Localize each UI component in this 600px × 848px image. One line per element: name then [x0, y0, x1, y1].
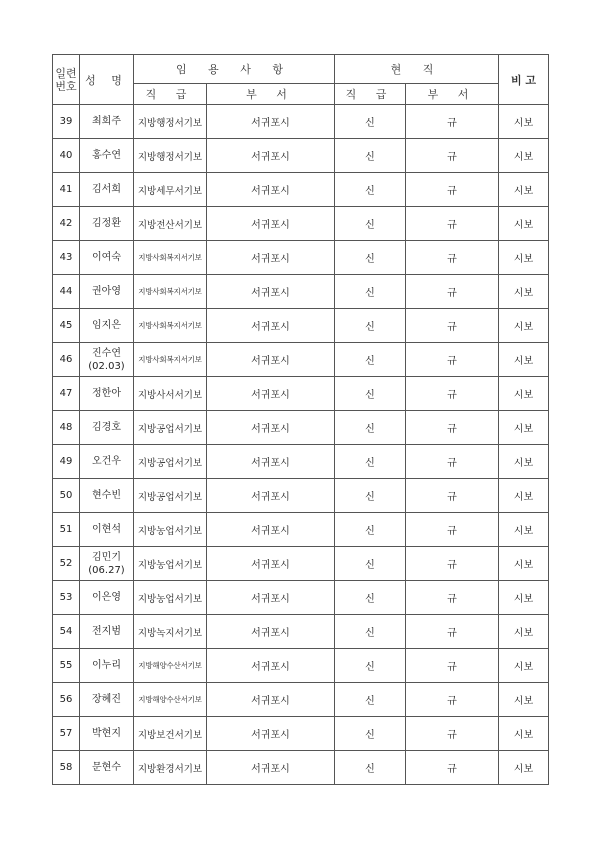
current-dept-cell: 규	[406, 751, 499, 785]
person-name: 박현지	[92, 728, 121, 739]
table-row	[53, 445, 549, 479]
rank-cell: 지방행정서기보	[134, 139, 207, 173]
header-appointment-rank: 직 급	[134, 84, 207, 105]
table-row	[53, 751, 549, 785]
table-row	[53, 615, 549, 649]
person-name: 김정환	[92, 218, 121, 229]
current-rank-cell: 신	[335, 377, 406, 411]
table-row	[53, 513, 549, 547]
current-dept-cell: 규	[406, 615, 499, 649]
name-cell	[80, 649, 134, 683]
rank-cell: 지방해양수산서기보	[134, 649, 207, 683]
serial-no-cell: 45	[53, 309, 80, 343]
serial-no-cell: 53	[53, 581, 80, 615]
remark-cell: 시보	[499, 547, 549, 581]
name-cell	[80, 683, 134, 717]
rank-cell: 지방공업서기보	[134, 445, 207, 479]
person-name: 이현석	[92, 524, 121, 535]
serial-no-cell: 57	[53, 717, 80, 751]
current-rank-cell: 신	[335, 241, 406, 275]
current-rank-cell: 신	[335, 105, 406, 139]
person-name: 오건우	[92, 456, 121, 467]
serial-no-cell: 50	[53, 479, 80, 513]
serial-no-cell: 58	[53, 751, 80, 785]
table-row	[53, 207, 549, 241]
department-cell: 서귀포시	[207, 139, 335, 173]
remark-cell: 시보	[499, 309, 549, 343]
name-cell	[80, 343, 134, 377]
department-cell: 서귀포시	[207, 173, 335, 207]
current-rank-cell: 신	[335, 309, 406, 343]
current-dept-cell: 규	[406, 173, 499, 207]
department-cell: 서귀포시	[207, 309, 335, 343]
serial-no-cell: 49	[53, 445, 80, 479]
table-row	[53, 479, 549, 513]
table-row	[53, 343, 549, 377]
serial-no-cell: 40	[53, 139, 80, 173]
department-cell: 서귀포시	[207, 479, 335, 513]
current-dept-cell: 규	[406, 139, 499, 173]
header-appointment-dept: 부 서	[207, 84, 335, 105]
remark-cell: 시보	[499, 751, 549, 785]
rank-cell: 지방해양수산서기보	[134, 683, 207, 717]
header-serial-no	[53, 55, 80, 105]
serial-no-cell: 55	[53, 649, 80, 683]
current-rank-cell: 신	[335, 683, 406, 717]
current-dept-cell: 규	[406, 411, 499, 445]
current-rank-cell: 신	[335, 173, 406, 207]
table-row	[53, 173, 549, 207]
person-name: 장혜진	[92, 694, 121, 705]
table-row	[53, 105, 549, 139]
department-cell: 서귀포시	[207, 411, 335, 445]
person-name: 김민기	[92, 551, 121, 563]
name-cell	[80, 411, 134, 445]
person-name: 현수빈	[92, 490, 121, 501]
serial-no-cell: 46	[53, 343, 80, 377]
table-row	[53, 377, 549, 411]
department-cell: 서귀포시	[207, 615, 335, 649]
rank-cell: 지방행정서기보	[134, 105, 207, 139]
table-row	[53, 649, 549, 683]
person-name: 전지범	[92, 626, 121, 637]
remark-cell: 시보	[499, 343, 549, 377]
current-rank-cell: 신	[335, 275, 406, 309]
serial-no-cell: 56	[53, 683, 80, 717]
department-cell: 서귀포시	[207, 207, 335, 241]
name-cell	[80, 207, 134, 241]
department-cell: 서귀포시	[207, 717, 335, 751]
current-dept-cell: 규	[406, 513, 499, 547]
name-cell	[80, 547, 134, 581]
name-cell	[80, 309, 134, 343]
current-dept-cell: 규	[406, 581, 499, 615]
current-dept-cell: 규	[406, 241, 499, 275]
current-dept-cell: 규	[406, 717, 499, 751]
current-rank-cell: 신	[335, 139, 406, 173]
current-dept-cell: 규	[406, 275, 499, 309]
header-remark: 비 고	[499, 55, 549, 105]
header-name: 성 명	[80, 55, 134, 105]
name-cell	[80, 445, 134, 479]
rank-cell: 지방전산서기보	[134, 207, 207, 241]
current-rank-cell: 신	[335, 751, 406, 785]
current-rank-cell: 신	[335, 547, 406, 581]
remark-cell: 시보	[499, 105, 549, 139]
name-cell	[80, 513, 134, 547]
table-row	[53, 309, 549, 343]
person-name: 진수연	[92, 347, 121, 359]
serial-no-cell: 48	[53, 411, 80, 445]
current-rank-cell: 신	[335, 445, 406, 479]
table-header	[53, 55, 549, 105]
remark-cell: 시보	[499, 717, 549, 751]
serial-no-cell: 41	[53, 173, 80, 207]
rank-cell: 지방환경서기보	[134, 751, 207, 785]
header-serial-no-text: 일련 번호	[55, 66, 77, 93]
remark-cell: 시보	[499, 139, 549, 173]
table-row	[53, 581, 549, 615]
table-row	[53, 717, 549, 751]
person-name: 김경호	[92, 422, 121, 433]
remark-cell: 시보	[499, 241, 549, 275]
current-dept-cell: 규	[406, 547, 499, 581]
appointment-date: (06.27)	[88, 564, 125, 576]
table-row	[53, 139, 549, 173]
serial-no-cell: 54	[53, 615, 80, 649]
rank-cell: 지방사회복지서기보	[134, 309, 207, 343]
department-cell: 서귀포시	[207, 343, 335, 377]
remark-cell: 시보	[499, 411, 549, 445]
current-dept-cell: 규	[406, 309, 499, 343]
rank-cell: 지방공업서기보	[134, 411, 207, 445]
table-body	[53, 105, 549, 785]
current-dept-cell: 규	[406, 479, 499, 513]
remark-cell: 시보	[499, 683, 549, 717]
rank-cell: 지방세무서기보	[134, 173, 207, 207]
remark-cell: 시보	[499, 207, 549, 241]
appointment-date: (02.03)	[88, 360, 125, 372]
person-name: 최희주	[92, 116, 121, 127]
table-row	[53, 241, 549, 275]
remark-cell: 시보	[499, 377, 549, 411]
remark-cell: 시보	[499, 479, 549, 513]
appointment-table	[52, 54, 549, 785]
department-cell: 서귀포시	[207, 377, 335, 411]
current-dept-cell: 규	[406, 649, 499, 683]
serial-no-cell: 39	[53, 105, 80, 139]
current-dept-cell: 규	[406, 445, 499, 479]
name-cell	[80, 751, 134, 785]
rank-cell: 지방농업서기보	[134, 581, 207, 615]
name-cell	[80, 241, 134, 275]
table-row	[53, 275, 549, 309]
remark-cell: 시보	[499, 581, 549, 615]
rank-cell: 지방사서서기보	[134, 377, 207, 411]
name-cell	[80, 377, 134, 411]
department-cell: 서귀포시	[207, 241, 335, 275]
name-cell	[80, 139, 134, 173]
rank-cell: 지방농업서기보	[134, 547, 207, 581]
current-rank-cell: 신	[335, 411, 406, 445]
rank-cell: 지방농업서기보	[134, 513, 207, 547]
current-dept-cell: 규	[406, 377, 499, 411]
person-name: 정한아	[92, 388, 121, 399]
rank-cell: 지방사회복지서기보	[134, 275, 207, 309]
remark-cell: 시보	[499, 513, 549, 547]
table-row	[53, 411, 549, 445]
remark-cell: 시보	[499, 173, 549, 207]
department-cell: 서귀포시	[207, 275, 335, 309]
rank-cell: 지방공업서기보	[134, 479, 207, 513]
person-name: 문현수	[92, 762, 121, 773]
department-cell: 서귀포시	[207, 581, 335, 615]
current-rank-cell: 신	[335, 615, 406, 649]
current-rank-cell: 신	[335, 207, 406, 241]
department-cell: 서귀포시	[207, 649, 335, 683]
department-cell: 서귀포시	[207, 105, 335, 139]
header-current: 현 직	[335, 55, 499, 84]
department-cell: 서귀포시	[207, 547, 335, 581]
name-cell	[80, 615, 134, 649]
serial-no-cell: 44	[53, 275, 80, 309]
current-rank-cell: 신	[335, 343, 406, 377]
rank-cell: 지방보건서기보	[134, 717, 207, 751]
current-dept-cell: 규	[406, 105, 499, 139]
header-appointment: 임 용 사 항	[134, 55, 335, 84]
remark-cell: 시보	[499, 275, 549, 309]
department-cell: 서귀포시	[207, 445, 335, 479]
department-cell: 서귀포시	[207, 751, 335, 785]
current-rank-cell: 신	[335, 479, 406, 513]
name-cell	[80, 105, 134, 139]
current-rank-cell: 신	[335, 717, 406, 751]
person-name: 이은영	[92, 592, 121, 603]
department-cell: 서귀포시	[207, 683, 335, 717]
current-dept-cell: 규	[406, 207, 499, 241]
header-current-rank: 직 급	[335, 84, 406, 105]
serial-no-cell: 52	[53, 547, 80, 581]
table-row	[53, 683, 549, 717]
current-rank-cell: 신	[335, 649, 406, 683]
name-cell	[80, 173, 134, 207]
rank-cell: 지방녹지서기보	[134, 615, 207, 649]
serial-no-cell: 42	[53, 207, 80, 241]
person-name: 이여숙	[92, 252, 121, 263]
serial-no-cell: 51	[53, 513, 80, 547]
table-row	[53, 547, 549, 581]
name-cell	[80, 717, 134, 751]
name-cell	[80, 479, 134, 513]
name-cell	[80, 275, 134, 309]
remark-cell: 시보	[499, 615, 549, 649]
person-name: 권아영	[92, 286, 121, 297]
current-rank-cell: 신	[335, 513, 406, 547]
current-dept-cell: 규	[406, 683, 499, 717]
header-current-dept: 부 서	[406, 84, 499, 105]
current-dept-cell: 규	[406, 343, 499, 377]
serial-no-cell: 43	[53, 241, 80, 275]
remark-cell: 시보	[499, 445, 549, 479]
name-cell	[80, 581, 134, 615]
person-name: 이누리	[92, 660, 121, 671]
remark-cell: 시보	[499, 649, 549, 683]
department-cell: 서귀포시	[207, 513, 335, 547]
current-rank-cell: 신	[335, 581, 406, 615]
person-name: 임지은	[92, 320, 121, 331]
rank-cell: 지방사회복지서기보	[134, 343, 207, 377]
person-name: 김서희	[92, 184, 121, 195]
person-name: 홍수연	[92, 150, 121, 161]
rank-cell: 지방사회복지서기보	[134, 241, 207, 275]
serial-no-cell: 47	[53, 377, 80, 411]
